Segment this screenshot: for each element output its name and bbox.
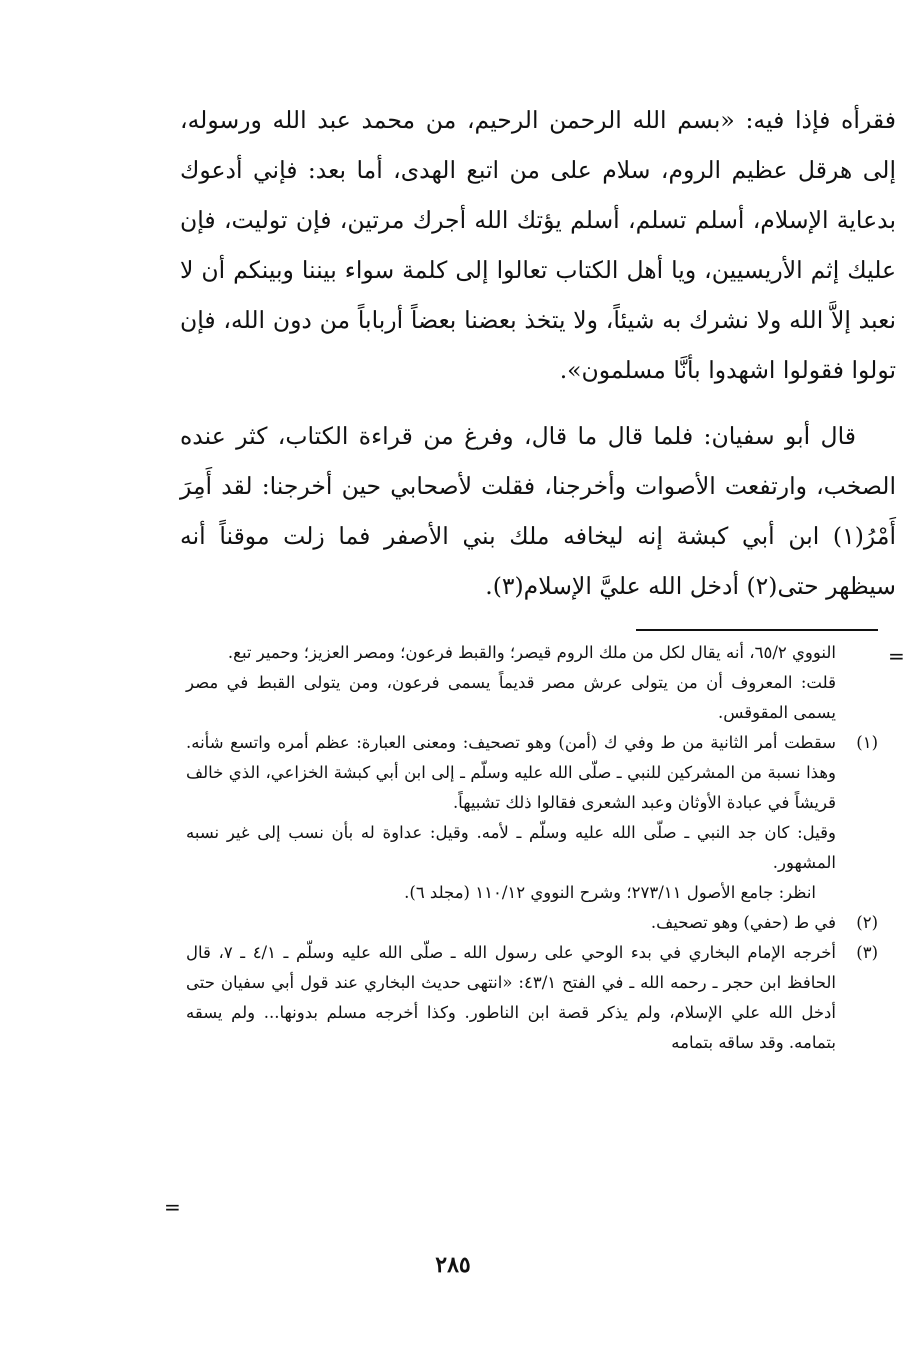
- continuation-mark-bottom: =: [164, 1195, 181, 1219]
- continuation-mark-top: =: [888, 644, 905, 668]
- footnote-paragraph: أخرجه الإمام البخاري في بدء الوحي على رسول الله ـ صلّى الله عليه وسلّم ـ ٤/١ ـ ٧، قال الحافظ ابن حجر ـ رحمه الله ـ في الفتح ٤٣/١: «انتهى حديث البخاري عند قول أبي سفيان حتى أدخل الله علي الإسلام، ولم يذكر قصة ابن الناطور. وكذا أخرجه مسلم بدونها... ولم يسقه بتمامه. وقد ساقه بتمامه: [186, 943, 837, 1052]
- footnote-reference: انظر: جامع الأصول ٢٧٣/١١؛ وشرح النووي ١١٠/١٢ (مجلد ٦).: [404, 883, 816, 902]
- footnote-item: [186, 728, 878, 908]
- footnote-paragraph: في ط (حفي) وهو تصحيف.: [650, 913, 836, 932]
- footnote-number: (٣): [856, 943, 878, 962]
- main-paragraph-2: قال أبو سفيان: فلما قال ما قال، وفرغ من قراءة الكتاب، كثر عنده الصخب، وارتفعت الأصوات وأخرجنا، فقلت لأصحابي حين أخرجنا: لقد أَمِرَ أَمْرُ(١) ابن أبي كبشة إنه ليخافه ملك بني الأصفر فما زلت موقناً أنه سيظهر حتى(٢) أدخل الله عليَّ الإسلام(٣).: [180, 422, 896, 600]
- main-text: [180, 95, 896, 611]
- main-paragraph-1: فقرأه فإذا فيه: «بسم الله الرحمن الرحيم، من محمد عبد الله ورسوله، إلى هرقل عظيم الروم، سلام على من اتبع الهدى، أما بعد: فإني أدعوك بدعاية الإسلام، أسلم تسلم، أسلم يؤتك الله أجرك مرتين، فإن توليت، فإن عليك إثم الأريسيين، ويا أهل الكتاب تعالوا إلى كلمة سواء بيننا وبينكم أن لا نعبد إلاَّ الله ولا نشرك به شيئاً، ولا يتخذ بعضنا بعضاً أرباباً من دون الله، فإن تولوا فقولوا اشهدوا بأنَّا مسلمون».: [180, 106, 896, 384]
- footnote-continued-line: النووي ٦٥/٢، أنه يقال لكل من ملك الروم قيصر؛ والقبط فرعون؛ ومصر العزيز؛ وحمير تبع.: [227, 643, 836, 662]
- footnote-separator: [636, 629, 878, 631]
- footnotes: [186, 638, 878, 1058]
- footnote-paragraph: سقطت أمر الثانية من ط وفي ك (أمن) وهو تصحيف: ومعنى العبارة: عظم أمره واتسع شأنه. وهذا نسبة من المشركين للنبي ـ صلّى الله عليه وسلّم ـ إلى ابن أبي كبشة الخزاعي، الذي خالف قريشاً في عبادة الأوثان وعبد الشعرى فقالوا ذلك تشبيهاً.: [186, 733, 836, 812]
- footnote-number: (١): [856, 733, 878, 752]
- footnote-continued-line: قلت: المعروف أن من يتولى عرش مصر قديماً يسمى فرعون، ومن يتولى القبط في مصر يسمى المقوقس.: [186, 673, 836, 722]
- page-number: ٢٨٥: [435, 1252, 471, 1278]
- footnote-number: (٢): [856, 913, 878, 932]
- footnote-item: [186, 908, 878, 938]
- footnote-paragraph: وقيل: كان جد النبي ـ صلّى الله عليه وسلّم ـ لأمه. وقيل: عداوة له بأن نسب إلى غير نسبه المشهور.: [186, 823, 836, 872]
- footnote-item: [186, 938, 878, 1058]
- footnote-continued: [186, 638, 878, 728]
